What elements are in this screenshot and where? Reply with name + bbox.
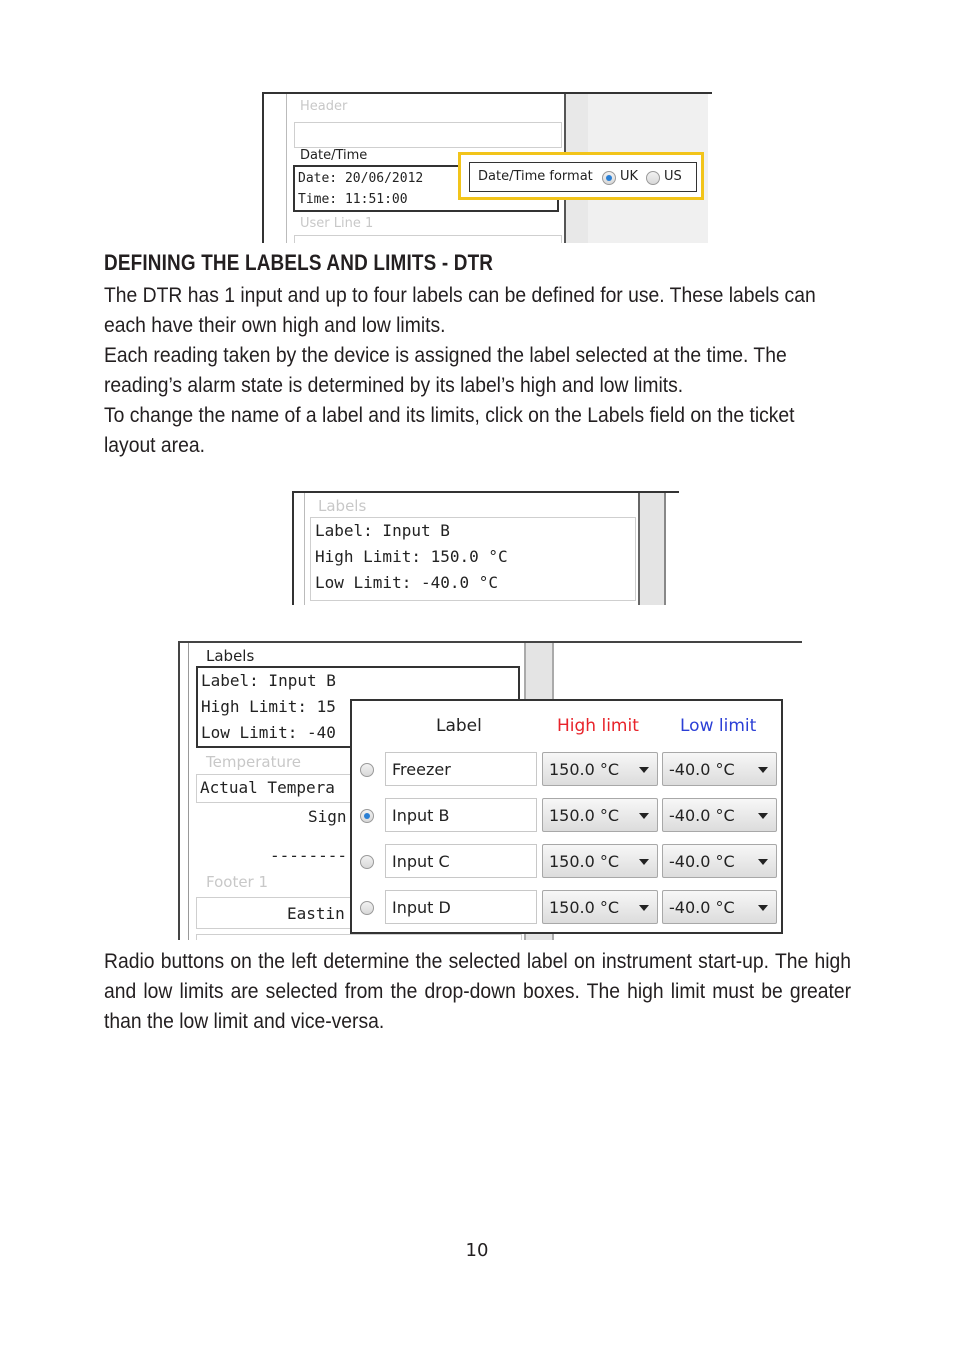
uk-radio[interactable] <box>602 171 616 185</box>
label-radio-input-b[interactable] <box>360 809 374 823</box>
inner-left-border <box>286 94 287 243</box>
us-radio[interactable] <box>646 171 660 185</box>
high-limit-dropdown[interactable] <box>542 752 658 786</box>
dropdown-arrow-icon <box>758 767 768 773</box>
footer-label: Footer 1 <box>206 873 269 891</box>
format-label: Date/Time format <box>478 169 593 184</box>
high-limit-line: High Limit: 15 <box>201 697 336 716</box>
dropdown-arrow-icon <box>758 813 768 819</box>
label-name-field[interactable] <box>385 798 537 832</box>
dropdown-arrow-icon <box>758 859 768 865</box>
label-line: Label: Input B <box>315 521 450 540</box>
dropdown-arrow-icon <box>639 813 649 819</box>
uk-label: UK <box>620 169 639 184</box>
labels-editor-screenshot <box>178 641 802 940</box>
inner-left-border <box>304 493 305 605</box>
actual-temp-text: Actual Tempera <box>200 778 335 797</box>
high-limit-value: 150.0 °C <box>549 898 620 917</box>
outro-paragraph: Radio buttons on the left determine the selected label on instrument start-up. The high and low limits are selected from the drop-down boxes. The high limit must be greater than the low limit and vice-versa. <box>104 950 852 1033</box>
user-line-input[interactable] <box>294 235 562 243</box>
datetime-screenshot <box>262 92 712 243</box>
low-limit-dropdown[interactable] <box>662 890 777 924</box>
user-line-label: User Line 1 <box>300 216 374 231</box>
label-name: Input B <box>392 806 450 825</box>
us-label: US <box>664 169 682 184</box>
label-name-field[interactable] <box>385 890 537 924</box>
label-name-field[interactable] <box>385 752 537 786</box>
col-label-header: Label <box>436 716 482 736</box>
low-limit-dropdown[interactable] <box>662 752 777 786</box>
label-name-field[interactable] <box>385 844 537 878</box>
label-name: Freezer <box>392 760 451 779</box>
low-limit-line: Low Limit: -40.0 °C <box>315 573 499 592</box>
inner-left-border <box>188 643 189 940</box>
high-limit-line: High Limit: 150.0 °C <box>315 547 508 566</box>
high-limit-value: 150.0 °C <box>549 806 620 825</box>
intro-paragraph-2: Each reading taken by the device is assigned the label selected at the time. The reading’s alarm state is determined by its label’s high and low limits. <box>104 344 787 397</box>
dropdown-arrow-icon <box>639 767 649 773</box>
label-name: Input C <box>392 852 450 871</box>
low-limit-dropdown[interactable] <box>662 798 777 832</box>
page-number: 10 <box>465 1240 489 1261</box>
low-limit-value: -40.0 °C <box>669 852 735 871</box>
low-limit-line: Low Limit: -40 <box>201 723 336 742</box>
header-input[interactable] <box>294 122 562 148</box>
low-limit-dropdown[interactable] <box>662 844 777 878</box>
dropdown-arrow-icon <box>639 905 649 911</box>
label-line: Label: Input B <box>201 671 336 690</box>
footer-value: Eastin <box>287 904 345 923</box>
low-limit-value: -40.0 °C <box>669 898 735 917</box>
intro-paragraph-1: The DTR has 1 input and up to four labels can be defined for use. These labels can each have their own high and low limits. <box>104 284 816 337</box>
time-line: Time: 11:51:00 <box>298 192 408 207</box>
label-radio-freezer[interactable] <box>360 763 374 777</box>
scrollbar[interactable] <box>638 493 666 605</box>
high-limit-value: 150.0 °C <box>549 760 620 779</box>
format-box <box>469 162 697 192</box>
high-limit-dropdown[interactable] <box>542 844 658 878</box>
labels-field[interactable] <box>310 517 636 601</box>
label-radio-input-d[interactable] <box>360 901 374 915</box>
labels-screenshot <box>292 491 679 605</box>
date-line: Date: 20/06/2012 <box>298 171 424 186</box>
sign-text: Sign <box>308 807 347 826</box>
low-limit-value: -40.0 °C <box>669 760 735 779</box>
label-name: Input D <box>392 898 451 917</box>
datetime-label: Date/Time <box>300 148 368 163</box>
header-label: Header <box>300 99 348 114</box>
labels-section-label: Labels <box>318 497 367 515</box>
label-radio-input-c[interactable] <box>360 855 374 869</box>
high-limit-dropdown[interactable] <box>542 890 658 924</box>
labels-popup <box>350 699 783 934</box>
intro-paragraph-3: To change the name of a label and its limits, click on the Labels field on the ticket layout area. <box>104 404 795 457</box>
low-limit-value: -40.0 °C <box>669 806 735 825</box>
section-heading: DEFINING THE LABELS AND LIMITS - DTR <box>104 250 494 275</box>
dashes-text: -------- <box>270 846 348 865</box>
high-limit-dropdown[interactable] <box>542 798 658 832</box>
dropdown-arrow-icon <box>758 905 768 911</box>
col-low-header: Low limit <box>680 716 757 736</box>
high-limit-value: 150.0 °C <box>549 852 620 871</box>
labels-section-label: Labels <box>206 647 255 665</box>
dropdown-arrow-icon <box>639 859 649 865</box>
col-high-header: High limit <box>557 716 639 736</box>
bottom-field <box>196 934 522 940</box>
temperature-label: Temperature <box>206 753 302 771</box>
